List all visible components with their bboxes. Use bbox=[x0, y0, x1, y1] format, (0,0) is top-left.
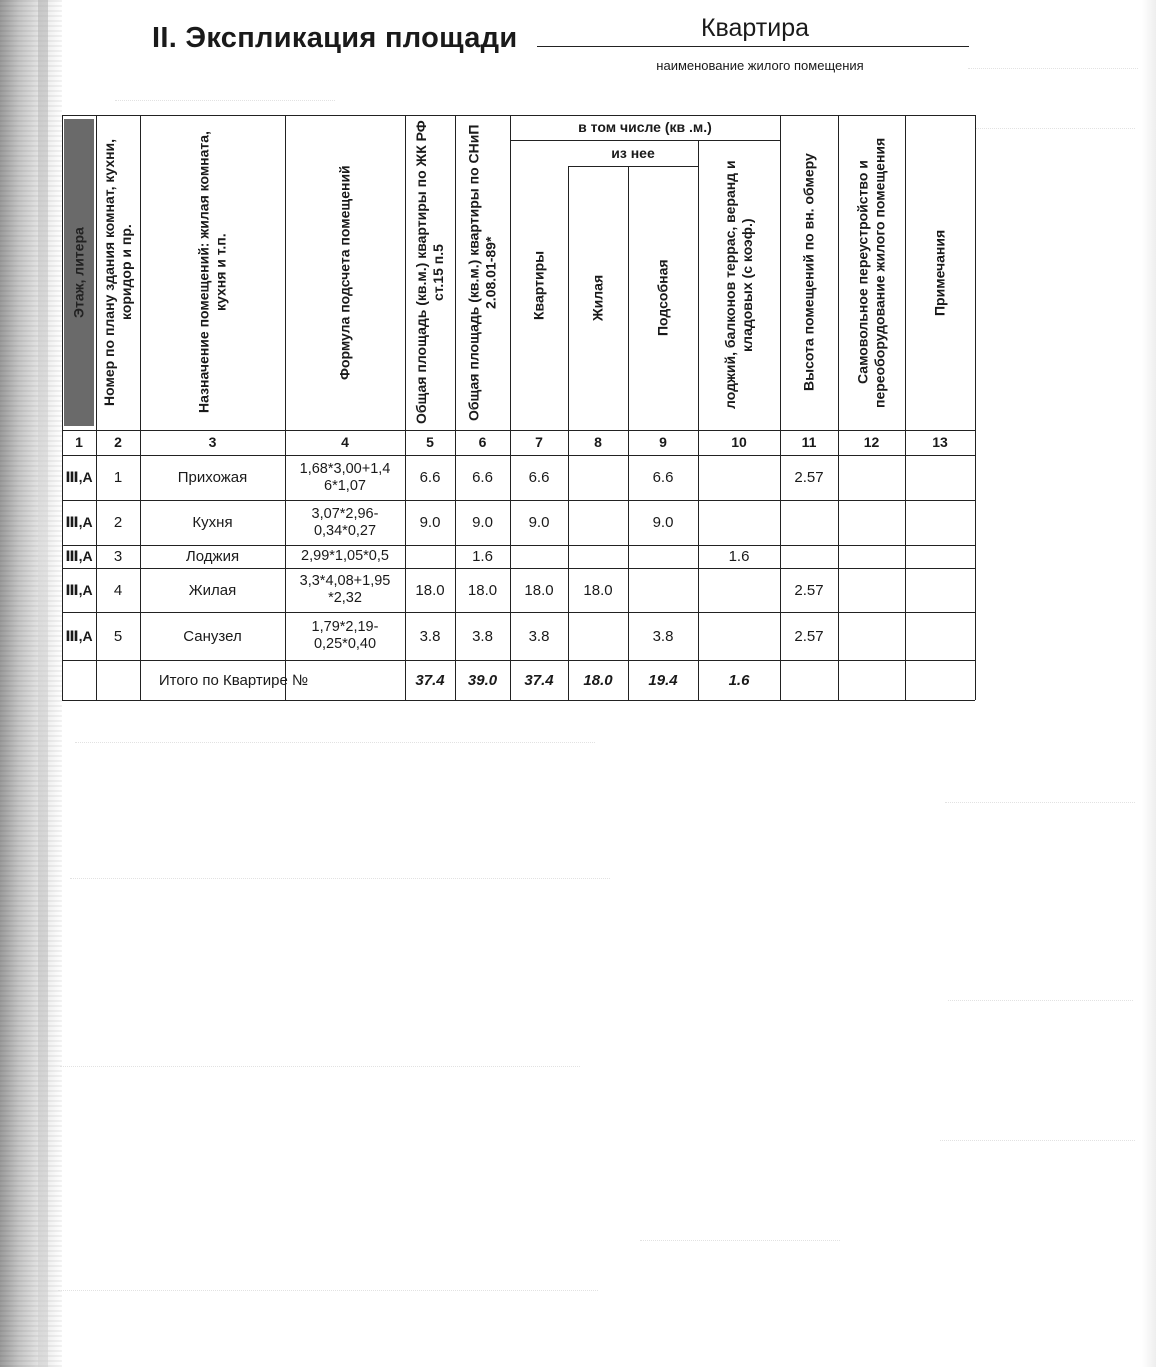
header-col-4: Формула подсчета помещений bbox=[336, 165, 353, 380]
table-cell-name: Санузел bbox=[183, 627, 242, 645]
column-number: 8 bbox=[594, 434, 602, 450]
grid-line bbox=[975, 115, 976, 700]
total-area_snip: 39.0 bbox=[467, 671, 498, 689]
header-col-10: лоджий, балконов террас, веранд и кладовых (с коэф.) bbox=[722, 160, 755, 410]
table-cell-height: 2.57 bbox=[794, 581, 824, 599]
column-number: 4 bbox=[341, 434, 349, 450]
column-number: 10 bbox=[731, 434, 747, 450]
table-cell-area_zhk bbox=[405, 545, 455, 568]
table-cell-note bbox=[905, 612, 975, 660]
table-cell-name: Кухня bbox=[192, 514, 233, 531]
table-cell-aux bbox=[628, 568, 698, 612]
column-number: 5 bbox=[426, 434, 434, 450]
table-cell-aux: 6.6 bbox=[652, 469, 674, 486]
table-cell-height bbox=[780, 500, 838, 545]
table-cell-loggia bbox=[698, 568, 780, 612]
table-cell-area_snip: 6.6 bbox=[472, 469, 493, 486]
column-number: 13 bbox=[932, 434, 948, 450]
table-cell-apartment: 3.8 bbox=[528, 627, 550, 645]
header-col-2: Номер по плану здания комнат, кухни, коридор и пр. bbox=[101, 138, 134, 407]
table-cell-floor: Ⅲ,А bbox=[65, 548, 93, 564]
table-cell-num: 3 bbox=[113, 548, 123, 565]
table-cell-note bbox=[905, 545, 975, 568]
grid-line bbox=[568, 166, 698, 167]
table-cell-num: 1 bbox=[113, 469, 123, 486]
header-col-1: Этаж, литера bbox=[64, 119, 94, 426]
table-cell-living bbox=[568, 545, 628, 568]
header-col-13: Примечания bbox=[931, 229, 948, 316]
total-living: 18.0 bbox=[583, 671, 613, 689]
table-cell-aux: 3.8 bbox=[652, 627, 674, 645]
column-number: 3 bbox=[208, 434, 217, 450]
table-cell-height: 2.57 bbox=[794, 627, 824, 645]
table-cell-name: Лоджия bbox=[185, 548, 240, 565]
table-cell-floor: Ⅲ,А bbox=[65, 514, 93, 530]
table-cell-formula: 3,07*2,96- 0,34*0,27 bbox=[311, 505, 379, 539]
table-cell-area_snip: 18.0 bbox=[467, 581, 498, 599]
header-subgroup-of-which: из нее bbox=[611, 144, 655, 161]
table-cell-aux bbox=[628, 545, 698, 568]
table-cell-living bbox=[568, 455, 628, 500]
table-cell-name: Жилая bbox=[188, 581, 237, 599]
table-cell-area_snip: 1.6 bbox=[472, 548, 493, 565]
total-label: Итого по Квартире № bbox=[158, 671, 309, 689]
table-cell-note bbox=[905, 455, 975, 500]
dwelling-kind: Квартира bbox=[700, 14, 810, 42]
table-cell-loggia: 1.6 bbox=[728, 548, 750, 565]
header-col-8: Жилая bbox=[589, 274, 606, 322]
total-aux: 19.4 bbox=[648, 671, 678, 689]
column-number: 12 bbox=[863, 434, 880, 450]
total-area_zhk: 37.4 bbox=[415, 671, 445, 689]
header-col-7: Квартиры bbox=[530, 250, 547, 320]
table-cell-self bbox=[838, 500, 905, 545]
header-col-11: Высота помещений по вн. обмеру bbox=[800, 153, 817, 392]
table-cell-note bbox=[905, 500, 975, 545]
table-cell-apartment bbox=[510, 545, 568, 568]
table-cell-loggia bbox=[698, 500, 780, 545]
table-cell-formula: 3,3*4,08+1,95 *2,32 bbox=[299, 573, 391, 606]
document-title: II. Экспликация площади bbox=[152, 22, 518, 54]
table-cell-area_zhk: 3.8 bbox=[419, 627, 441, 645]
table-cell-area_zhk: 18.0 bbox=[415, 581, 445, 599]
table-cell-apartment: 18.0 bbox=[524, 581, 554, 599]
table-cell-floor: Ⅲ,А bbox=[65, 581, 93, 598]
header-col-12: Самовольное переустройство и переоборудование жилого помещения bbox=[854, 137, 888, 408]
table-cell-floor: Ⅲ,А bbox=[65, 469, 93, 485]
header-col-9: Подсобная bbox=[654, 259, 671, 337]
column-number: 11 bbox=[801, 434, 817, 450]
table-cell-area_snip: 9.0 bbox=[472, 514, 493, 531]
table-cell-note bbox=[905, 568, 975, 612]
header-col-5: Общая площадь (кв.м.) квартиры по ЖК РФ ст.15 п.5 bbox=[413, 120, 446, 425]
header-col-6: Общая площадь (кв.м.) квартиры по СНиП 2.08.01-89* bbox=[465, 124, 499, 421]
column-number: 9 bbox=[659, 434, 667, 450]
table-cell-living: 18.0 bbox=[583, 581, 613, 599]
table-cell-living bbox=[568, 612, 628, 660]
table-cell-formula: 1,79*2,19- 0,25*0,40 bbox=[311, 619, 379, 652]
dwelling-kind-caption: наименование жилого помещения bbox=[656, 58, 864, 73]
total-apartment: 37.4 bbox=[524, 671, 554, 689]
table-cell-self bbox=[838, 545, 905, 568]
table-cell-floor: Ⅲ,А bbox=[65, 627, 93, 644]
table-cell-self bbox=[838, 455, 905, 500]
table-cell-area_zhk: 6.6 bbox=[419, 469, 441, 486]
table-cell-apartment: 9.0 bbox=[528, 514, 550, 531]
table-cell-area_zhk: 9.0 bbox=[419, 514, 441, 531]
table-cell-area_snip: 3.8 bbox=[472, 627, 493, 645]
table-cell-loggia bbox=[698, 612, 780, 660]
table-cell-num: 5 bbox=[113, 627, 123, 645]
table-cell-formula: 1,68*3,00+1,4 6*1,07 bbox=[299, 460, 391, 494]
table-cell-loggia bbox=[698, 455, 780, 500]
table-cell-height bbox=[780, 545, 838, 568]
table-cell-num: 4 bbox=[113, 581, 123, 599]
total-loggia: 1.6 bbox=[728, 671, 750, 689]
table-cell-living bbox=[568, 500, 628, 545]
grid-line bbox=[62, 700, 975, 701]
table-cell-height: 2.57 bbox=[794, 469, 824, 486]
table-cell-formula: 2,99*1,05*0,5 bbox=[301, 548, 389, 564]
column-number: 6 bbox=[478, 434, 487, 450]
table-cell-num: 2 bbox=[113, 514, 123, 531]
header-col-3: Назначение помещений: жилая комната, кухня и т.п. bbox=[195, 131, 229, 414]
column-number: 7 bbox=[535, 434, 543, 450]
column-number: 1 bbox=[75, 434, 83, 450]
table-cell-apartment: 6.6 bbox=[528, 469, 550, 486]
column-number: 2 bbox=[114, 434, 122, 450]
header-group-including: в том числе (кв .м.) bbox=[578, 119, 712, 135]
table-cell-aux: 9.0 bbox=[652, 514, 674, 531]
table-cell-self bbox=[838, 612, 905, 660]
table-cell-self bbox=[838, 568, 905, 612]
table-cell-name: Прихожая bbox=[177, 469, 248, 486]
